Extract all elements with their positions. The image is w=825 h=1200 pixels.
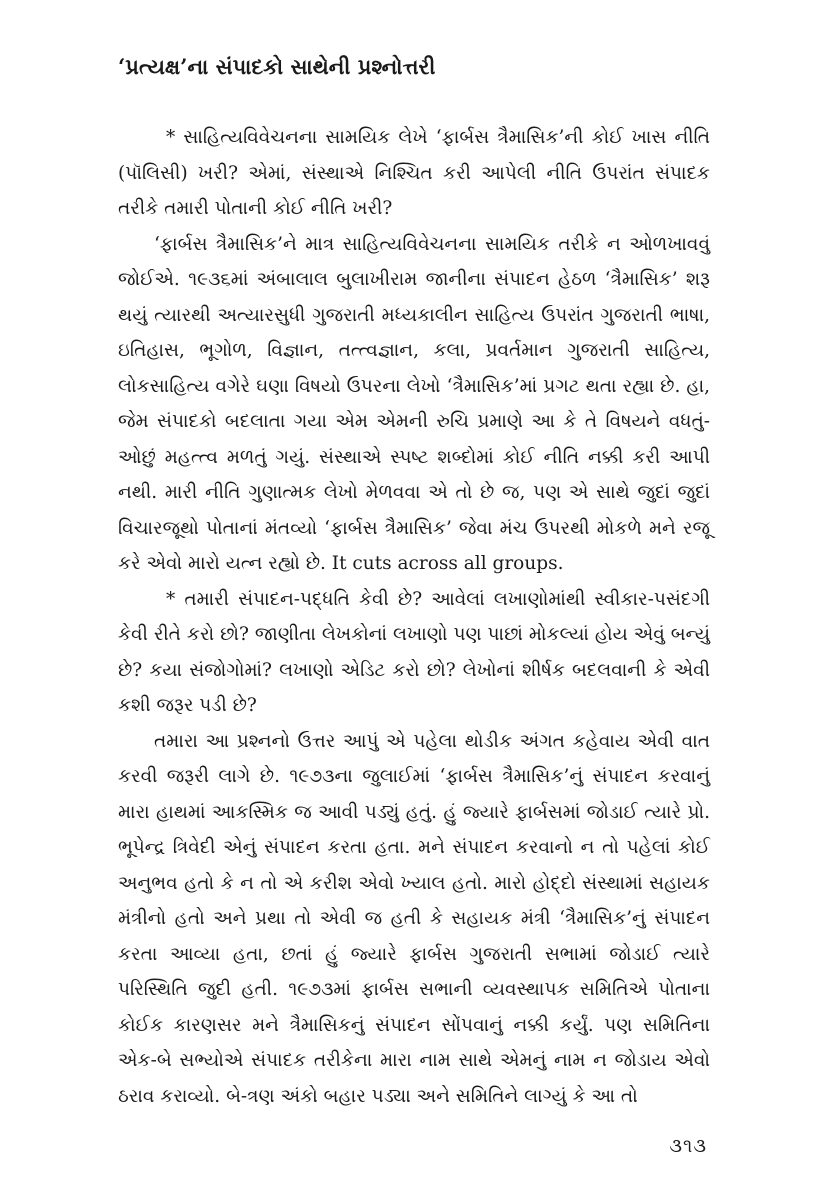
question-paragraph: * સાહિત્યવિવેચનના સામયિક લેખે ‘ફાર્બસ ત્રૈમાસિક’ની કોઈ ખાસ નીતિ (પૉલિસી) ખરી? એમાં, સંસ્થાએ નિશ્ચિત કરી આપેલી નીતિ ઉપરાંત સંપાદક તરીકે તમારી પોતાની કોઈ નીતિ ખરી? — [118, 127, 710, 219]
answer-paragraph: ‘ફાર્બસ ત્રૈમાસિક’ને માત્ર સાહિત્યવિવેચનના સામયિક તરીકે ન ઓળખાવવું જોઈએ. ૧૯૩૬માં અંબાલાલ બુલાખીરામ જાનીના સંપાદન હેઠળ ‘ત્રૈમાસિક’ શરૂ થયું ત્યારથી અત્યારસુધી ગુજરાતી મધ્યકાલીન સાહિત્ય ઉપરાંત ગુજરાતી ભાષા, ઇતિહાસ, ભૂગોળ, વિજ્ઞાન, તત્ત્વજ્ઞાન, કલા, પ્રવર્તમાન ગુજરાતી સાહિત્ય, લોકસાહિત્ય વગેરે ઘણા વિષયો ઉપરના લેખો ‘ત્રૈમાસિક’માં પ્રગટ થતા રહ્યા છે. હા, જેમ સંપાદકો બદલાતા ગયા એમ એમની રુચિ પ્રમાણે આ કે તે વિષયને વધતું-ઓછું મહત્ત્વ મળતું ગયું. સંસ્થાએ સ્પષ્ટ શબ્દોમાં કોઈ નીતિ નક્કી કરી આપી નથી. મારી નીતિ ગુણાત્મક લેખો મેળવવા એ તો છે જ, પણ એ સાથે જુદાં જુદાં વિચારજૂથો પોતાનાં મંતવ્યો ‘ફાર્બસ ત્રૈમાસિક’ જેવા મંચ ઉપરથી મોકળે મને રજૂ કરે એવો મારો યત્ન રહ્યો છે. It cuts across all groups. — [118, 233, 710, 574]
answer-paragraph: તમારા આ પ્રશ્નનો ઉત્તર આપું એ પહેલા થોડીક અંગત કહેવાય એવી વાત કરવી જરૂરી લાગે છે. ૧૯૭૩ના જુલાઈમાં ‘ફાર્બસ ત્રૈમાસિક’નું સંપાદન કરવાનું મારા હાથમાં આકસ્મિક જ આવી પડ્યું હતું. હું જ્યારે ફાર્બસમાં જોડાઈ ત્યારે પ્રો. ભૂપેન્દ્ર ત્રિવેદી એનું સંપાદન કરતા હતા. મને સંપાદન કરવાનો ન તો પહેલાં કોઈ અનુભવ હતો કે ન તો એ કરીશ એવો ખ્યાલ હતો. મારો હોદ્દો સંસ્થામાં સહાયક મંત્રીનો હતો અને પ્રથા તો એવી જ હતી કે સહાયક મંત્રી ‘ત્રૈમાસિક’નું સંપાદન કરતા આવ્યા હતા, છતાં હું જ્યારે ફાર્બસ ગુજરાતી સભામાં જોડાઈ ત્યારે પરિસ્થિતિ જુદી હતી. ૧૯૭૩માં ફાર્બસ સભાની વ્યવસ્થાપક સમિતિએ પોતાના કોઈક કારણસર મને ત્રૈમાસિકનું સંપાદન સોંપવાનું નક્કી કર્યું. પણ સમિતિના એક-બે સભ્યોએ સંપાદક તરીકેના મારા નામ સાથે એમનું નામ ન જોડાય એવો ઠરાવ કરાવ્યો. બે-ત્રણ અંકો બહાર પડ્યા અને સમિતિને લાગ્યું કે આ તો — [118, 730, 710, 1107]
page-number: ૩૧૩ — [669, 1135, 707, 1157]
book-page — [118, 52, 710, 1172]
running-title: ‘પ્રત્યક્ષ’ના સંપાદકો સાથેની પ્રશ્નોત્તરી — [118, 54, 436, 79]
question-paragraph: * તમારી સંપાદન-પદ્ધતિ કેવી છે? આવેલાં લખાણોમાંથી સ્વીકાર-પસંદગી કેવી રીતે કરો છો? જાણીતા લેખકોનાં લખાણો પણ પાછાં મોકલ્યાં હોય એવું બન્યું છે? કયા સંજોગોમાં? લખાણો એડિટ કરો છો? લેખોનાં શીર્ષક બદલવાની કે એવી કશી જરૂર પડી છે? — [118, 588, 710, 716]
